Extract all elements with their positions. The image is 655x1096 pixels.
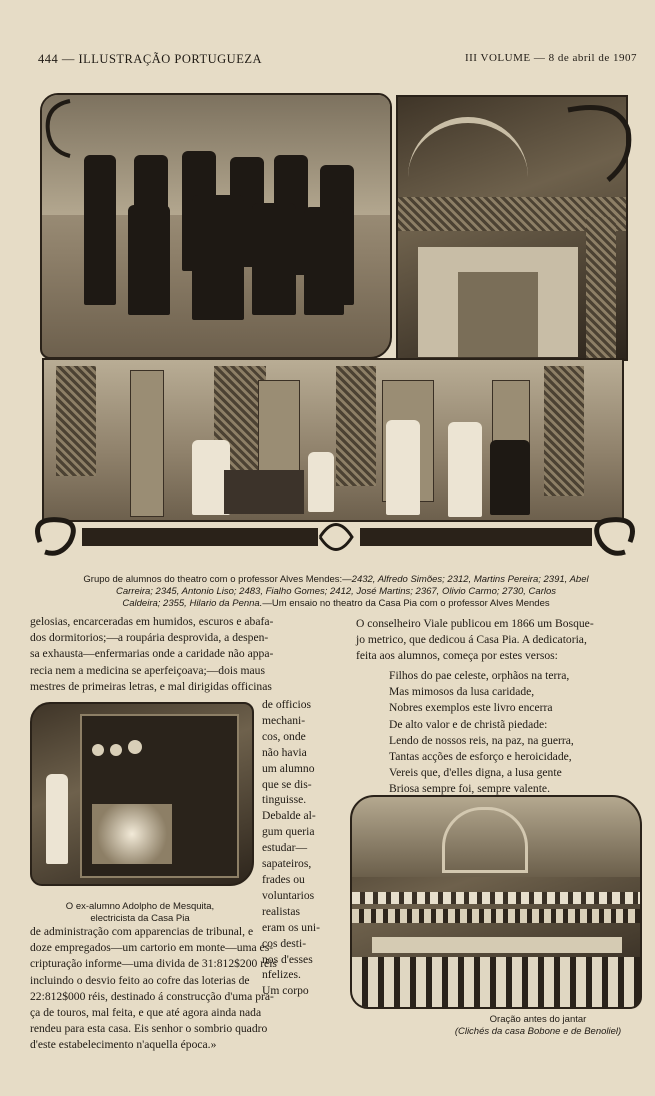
- caption-electrician: [30, 901, 250, 925]
- text-line: realistas: [262, 904, 300, 918]
- text-line: gum queria: [262, 825, 315, 839]
- text-line: frades ou: [262, 872, 305, 886]
- text-line: O conselheiro Viale publicou em 1866 um Bosque-: [356, 617, 594, 630]
- text-line: d'este estabelecimento n'aquella época.»: [30, 1038, 217, 1052]
- text-line: sa exhausta—enfermarias onde a caridade não appa-: [30, 647, 274, 661]
- caption-dinner-title: Oração antes do jantar: [489, 1014, 587, 1025]
- text-line: voluntarios: [262, 888, 315, 902]
- photo-dinner-prayer: [350, 795, 642, 1009]
- text-line: de administração com apparencias de tribunal, e: [30, 925, 254, 938]
- caption-electrician-line: electricista da Casa Pia: [90, 913, 190, 924]
- poem-line: Mas mimosos da lusa caridade,: [389, 685, 535, 699]
- header-title: 444 — ILLUSTRAÇÃO PORTUGUEZA: [38, 52, 263, 66]
- text-line: nfelizes.: [262, 968, 301, 982]
- poem: [389, 668, 574, 798]
- text-line: rendeu para esta casa. Eis senhor o sombrio quadro: [30, 1022, 268, 1036]
- caption-line1-plain: Grupo de alumnos do theatro com o professor Alves Mendes:—: [83, 574, 352, 585]
- caption-line3-plain: —Um ensaio no theatro da Casa Pia com o professor Alves Mendes: [262, 598, 550, 609]
- text-line: incluindo o desvio feito ao cofre das loterias de: [30, 973, 250, 987]
- left-column-top: [30, 614, 336, 695]
- poem-line: Tantas acções de esforço e heroicidade,: [389, 750, 572, 764]
- text-line: cos, onde: [262, 729, 306, 743]
- text-line: gelosias, encarceradas em humidos, escuros e abafa-: [30, 615, 274, 628]
- text-line: eram os uni-: [262, 920, 320, 934]
- text-line: doze empregados—um cartorio em monte—uma es-: [30, 941, 274, 955]
- text-line: mestres de primeiras letras, e mal dirigidas officinas: [30, 679, 272, 693]
- text-line: recia nem a medicina se aperfeiçoava;—dois maus: [30, 663, 265, 677]
- poem-line: Filhos do pae celeste, orphãos na terra,: [389, 669, 570, 682]
- page-header: [38, 52, 637, 70]
- ornamental-band: [30, 512, 642, 568]
- header-issue: III VOLUME — 8 de abril de 1907: [464, 52, 637, 64]
- poem-line: Lendo de nossos reis, na paz, na guerra,: [389, 733, 574, 747]
- text-line: feita aos alumnos, começa por estes versos:: [356, 649, 558, 663]
- photo-caption-main: [30, 574, 642, 610]
- caption-line3-italic: Caldeira; 2355, Hilario da Penna.: [122, 598, 263, 609]
- text-line: Debalde al-: [262, 809, 316, 823]
- flourish-top-right: [558, 100, 638, 190]
- caption-line2-italic: Carreira; 2345, Antonio Liso; 2483, Fialho Gomes; 2412, José Martins; 2367, Olivio Carmo; 2730, Carlos: [115, 586, 557, 597]
- photo-student-group: [40, 93, 392, 359]
- text-line: Um corpo: [262, 984, 309, 998]
- text-line: dos dormitorios;—a roupária desprovida, a despen-: [30, 631, 269, 645]
- poem-line: Briosa sempre foi, sempre valente.: [389, 782, 550, 796]
- poem-line: Nobres exemplos este livro encerra: [389, 701, 553, 715]
- text-line: 22:812$000 réis, destinado á construcção d'uma pra-: [30, 989, 274, 1003]
- text-line: tinguisse.: [262, 793, 307, 807]
- caption-line1-italic: 2432, Alfredo Simões; 2312, Martins Pereira; 2391, Abel: [351, 574, 589, 585]
- caption-dinner: [430, 1014, 646, 1038]
- text-line: um alumno: [262, 761, 315, 775]
- photo-rehearsal: [42, 358, 624, 522]
- text-line: cripturação informe—uma divida de 31:812$200 réis: [30, 957, 277, 971]
- text-line: nos d'esses: [262, 952, 313, 966]
- left-column-bottom: [30, 924, 336, 1054]
- caption-electrician-line: O ex-alumno Adolpho de Mesquita,: [65, 901, 215, 912]
- flourish-top-left: [40, 96, 80, 166]
- text-line: cos desti-: [262, 936, 307, 950]
- poem-line: Vereis que, d'elles digna, a lusa gente: [389, 766, 562, 780]
- text-line: que se dis-: [262, 777, 312, 791]
- photo-electrician: [30, 702, 254, 886]
- text-line: ça de touros, mal feita, e que até agora ainda nada: [30, 1006, 262, 1020]
- text-line: jo metrico, que dedicou á Casa Pia. A dedicatoria,: [356, 633, 587, 647]
- text-line: de officios: [262, 698, 312, 711]
- caption-dinner-credit: (Clichés da casa Bobone e de Benoliel): [454, 1026, 622, 1037]
- text-line: sapateiros,: [262, 857, 312, 871]
- text-line: não havia: [262, 745, 307, 759]
- right-column-intro: [356, 616, 646, 665]
- text-line: mechani-: [262, 713, 306, 727]
- text-line: estudar—: [262, 841, 308, 855]
- poem-line: De alto valor e de christã piedade:: [389, 717, 548, 731]
